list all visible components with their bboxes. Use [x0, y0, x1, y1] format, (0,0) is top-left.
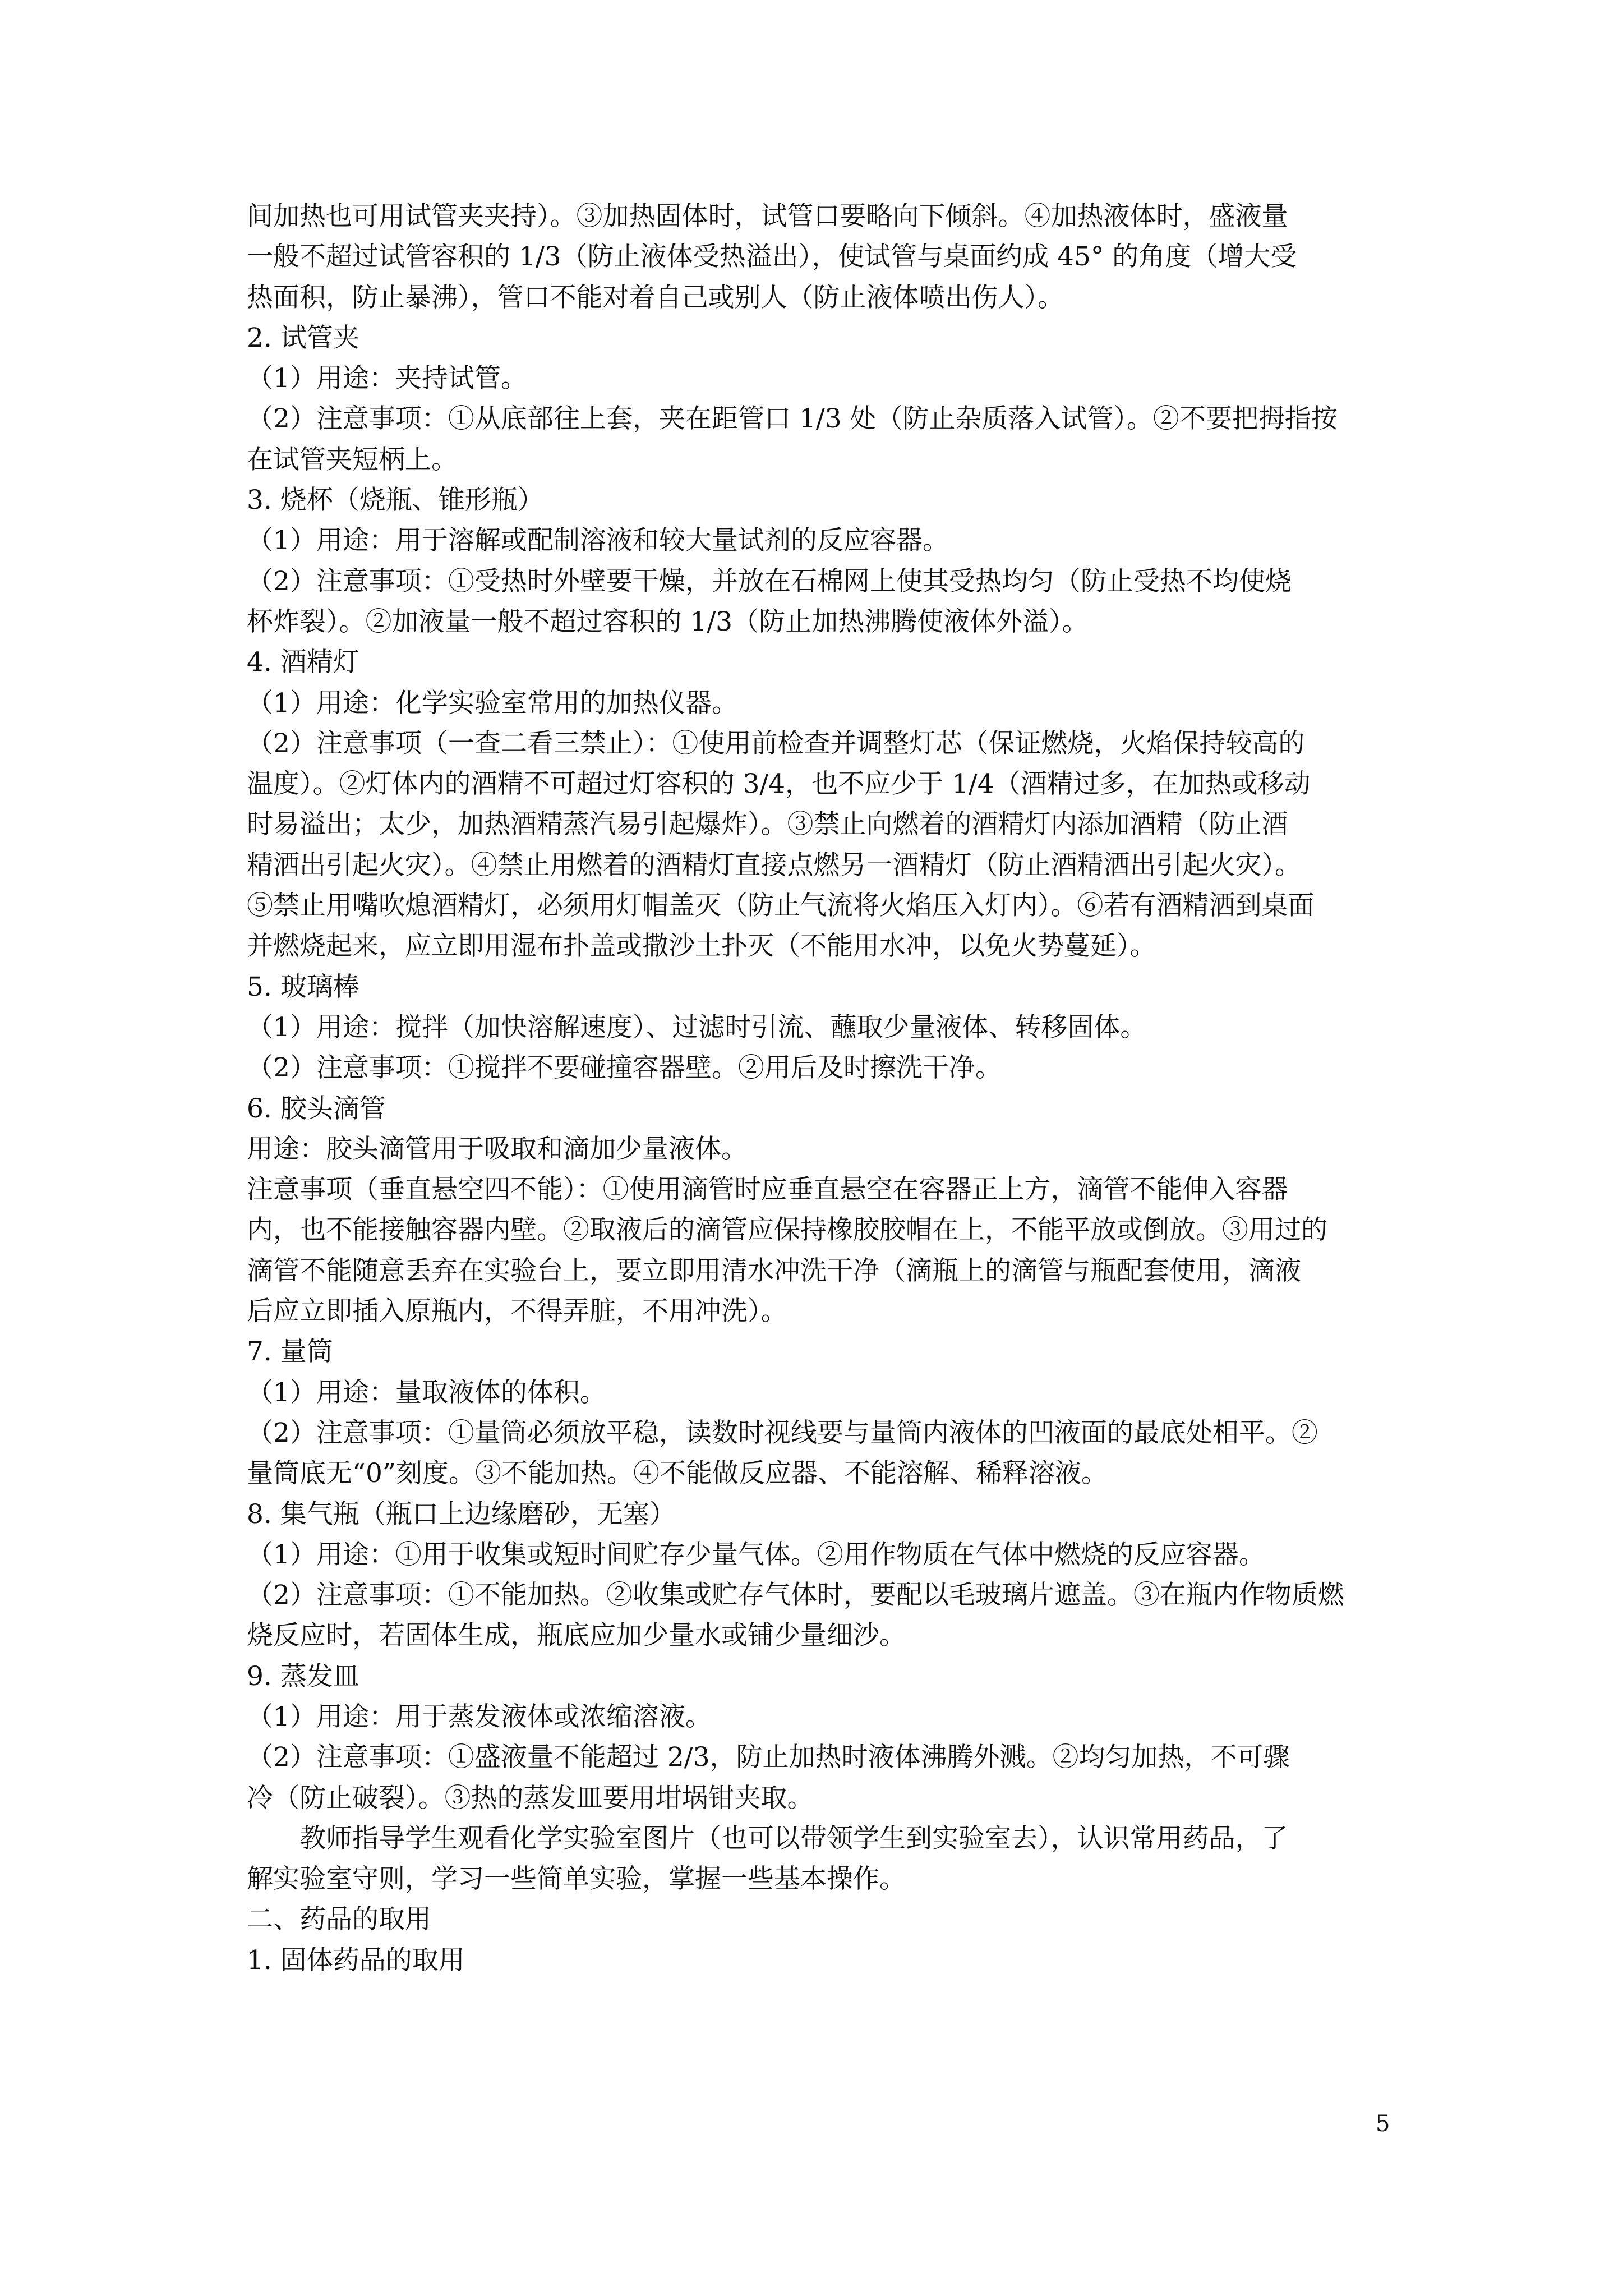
text-line: （1）用途：化学实验室常用的加热仪器。: [247, 687, 738, 719]
text-line: 3. 烧杯（烧瓶、锥形瓶）: [247, 485, 544, 516]
text-line: （2）注意事项：①盛液量不能超过 2/3，防止加热时液体沸腾外溅。②均匀加热，不可骤: [247, 1742, 1290, 1773]
text-line: 2. 试管夹: [247, 322, 359, 353]
text-line: （2）注意事项：①不能加热。②收集或贮存气体时，要配以毛玻璃片遮盖。③在瓶内作物质燃: [247, 1580, 1344, 1611]
text-line: （1）用途：量取液体的体积。: [247, 1377, 606, 1408]
text-line: 教师指导学生观看化学实验室图片（也可以带领学生到实验室去），认识常用药品，了: [247, 1823, 1288, 1854]
text-line: （2）注意事项（一查二看三禁止）：①使用前检查并调整灯芯（保证燃烧，火焰保持较高的: [247, 728, 1305, 759]
text-line: 一般不超过试管容积的 1/3（防止液体受热溢出），使试管与桌面约成 45° 的角度（增大受: [247, 241, 1297, 273]
text-line: （1）用途：搅拌（加快溶解速度）、过滤时引流、蘸取少量液体、转移固体。: [247, 1011, 1147, 1043]
text-line: 时易溢出；太少，加热酒精蒸汽易引起爆炸）。③禁止向燃着的酒精灯内添加酒精（防止酒: [247, 809, 1288, 840]
document-body: [247, 196, 1385, 1981]
text-line: 在试管夹短柄上。: [247, 444, 458, 475]
text-line: 7. 量筒: [247, 1336, 333, 1368]
text-line: 6. 胶头滴管: [247, 1093, 386, 1124]
text-line: （1）用途：用于溶解或配制溶液和较大量试剂的反应容器。: [247, 525, 949, 556]
text-line: 8. 集气瓶（瓶口上边缘磨砂，无塞）: [247, 1498, 676, 1530]
text-line: 5. 玻璃棒: [247, 971, 359, 1002]
text-line: 内，也不能接触容器内壁。②取液后的滴管应保持橡胶胶帽在上，不能平放或倒放。③用过的: [247, 1214, 1327, 1246]
text-line: 1. 固体药品的取用: [247, 1944, 465, 1976]
text-line: （1）用途：①用于收集或短时间贮存少量气体。②用作物质在气体中燃烧的反应容器。: [247, 1539, 1265, 1570]
text-line: （2）注意事项：①搅拌不要碰撞容器壁。②用后及时擦洗干净。: [247, 1052, 1002, 1084]
text-line: 烧反应时，若固体生成，瓶底应加少量水或铺少量细沙。: [247, 1620, 906, 1651]
text-line: 精洒出引起火灾）。④禁止用燃着的酒精灯直接点燃另一酒精灯（防止酒精洒出引起火灾）。: [247, 849, 1301, 881]
text-line: ⑤禁止用嘴吹熄酒精灯，必须用灯帽盖灭（防止气流将火焰压入灯内）。⑥若有酒精洒到桌面: [247, 890, 1315, 922]
text-line: 后应立即插入原瓶内，不得弄脏，不用冲洗）。: [247, 1296, 787, 1327]
text-line: 滴管不能随意丢弃在实验台上，要立即用清水冲洗干净（滴瓶上的滴管与瓶配套使用，滴液: [247, 1255, 1301, 1286]
page-number: 5: [1376, 2111, 1390, 2137]
text-line: （2）注意事项：①量筒必须放平稳，读数时视线要与量筒内液体的凹液面的最底处相平。②: [247, 1417, 1318, 1448]
text-line: （2）注意事项：①受热时外壁要干燥，并放在石棉网上使其受热均匀（防止受热不均使烧: [247, 565, 1292, 597]
text-line: 4. 酒精灯: [247, 647, 359, 678]
text-line: （2）注意事项：①从底部往上套，夹在距管口 1/3 处（防止杂质落入试管）。②不要把拇指按: [247, 403, 1338, 435]
text-line: 用途：胶头滴管用于吸取和滴加少量液体。: [247, 1133, 748, 1165]
text-line: 杯炸裂）。②加液量一般不超过容积的 1/3（防止加热沸腾使液体外溢）。: [247, 606, 1089, 637]
text-line: 温度）。②灯体内的酒精不可超过灯容积的 3/4，也不应少于 1/4（酒精过多，在加热或移动: [247, 769, 1311, 800]
text-line: 并燃烧起来，应立即用湿布扑盖或撒沙土扑灭（不能用水冲，以免火势蔓延）。: [247, 931, 1156, 962]
text-line: （1）用途：夹持试管。: [247, 363, 527, 394]
text-line: 9. 蒸发皿: [247, 1660, 359, 1692]
text-line: 量筒底无“0”刻度。③不能加热。④不能做反应器、不能溶解、稀释溶液。: [247, 1458, 1108, 1489]
text-line: （1）用途：用于蒸发液体或浓缩溶液。: [247, 1701, 712, 1732]
text-line: 注意事项（垂直悬空四不能）：①使用滴管时应垂直悬空在容器正上方，滴管不能伸入容器: [247, 1174, 1288, 1205]
text-line: 解实验室守则，学习一些简单实验，掌握一些基本操作。: [247, 1864, 906, 1895]
text-line: 热面积，防止暴沸），管口不能对着自己或别人（防止液体喷出伤人）。: [247, 282, 1064, 313]
text-line: 冷（防止破裂）。③热的蒸发皿要用坩埚钳夹取。: [247, 1782, 814, 1814]
text-line: 间加热也可用试管夹夹持）。③加热固体时，试管口要略向下倾斜。④加热液体时，盛液量: [247, 201, 1288, 232]
text-line: 二、药品的取用: [247, 1904, 431, 1935]
